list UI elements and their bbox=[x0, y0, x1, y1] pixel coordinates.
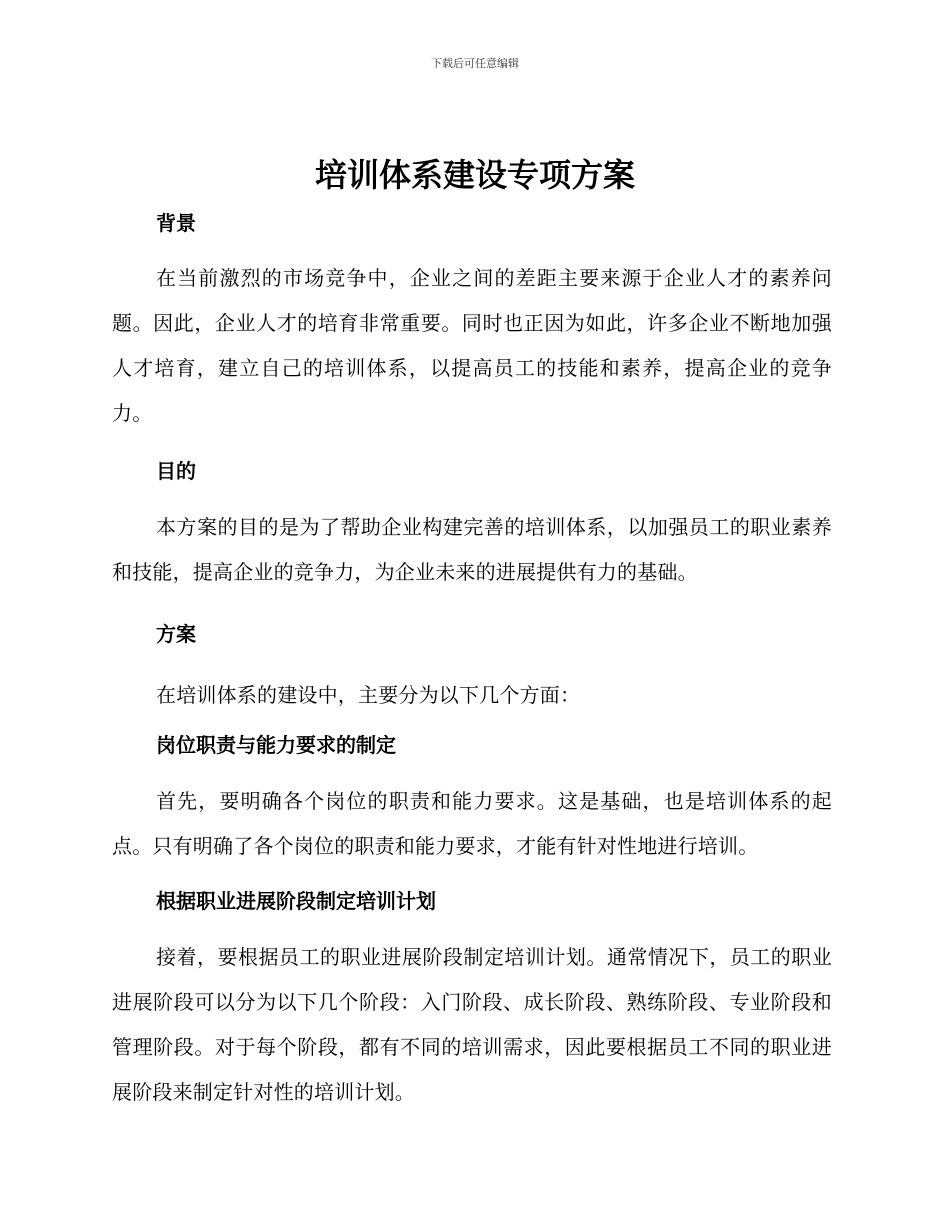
section-heading-duties: 岗位职责与能力要求的制定 bbox=[156, 733, 396, 757]
document-body bbox=[112, 204, 832, 1115]
section-text-stages: 接着，要根据员工的职业进展阶段制定培训计划。通常情况下，员工的职业进展阶段可以分为以下几个阶段：入门阶段、成长阶段、熟练阶段、专业阶段和管理阶段。对于每个阶段，都有不同的培训需求，因此要根据员工不同的职业进展阶段来制定针对性的培训计划。 bbox=[112, 945, 832, 1104]
section-heading-purpose: 目的 bbox=[156, 459, 196, 483]
section-text-purpose: 本方案的目的是为了帮助企业构建完善的培训体系，以加强员工的职业素养和技能，提高企业的竞争力，为企业未来的进展提供有力的基础。 bbox=[112, 515, 832, 584]
section-text-background: 在当前激烈的市场竞争中，企业之间的差距主要来源于企业人才的素养问题。因此，企业人才的培育非常重要。同时也正因为如此，许多企业不断地加强人才培育，建立自己的培训体系，以提高员工的技能和素养，提高企业的竞争力。 bbox=[112, 266, 832, 425]
section-text-plan: 在培训体系的建设中，主要分为以下几个方面： bbox=[156, 683, 581, 707]
section-text-duties: 首先，要明确各个岗位的职责和能力要求。这是基础，也是培训体系的起点。只有明确了各个岗位的职责和能力要求，才能有针对性地进行培训。 bbox=[112, 789, 832, 858]
section-heading-plan: 方案 bbox=[156, 622, 196, 646]
section-heading-background: 背景 bbox=[156, 211, 196, 235]
page-header-note: 下载后可任意编辑 bbox=[431, 57, 519, 70]
document-title: 培训体系建设专项方案 bbox=[314, 156, 635, 194]
section-heading-stages: 根据职业进展阶段制定培训计划 bbox=[156, 889, 436, 913]
